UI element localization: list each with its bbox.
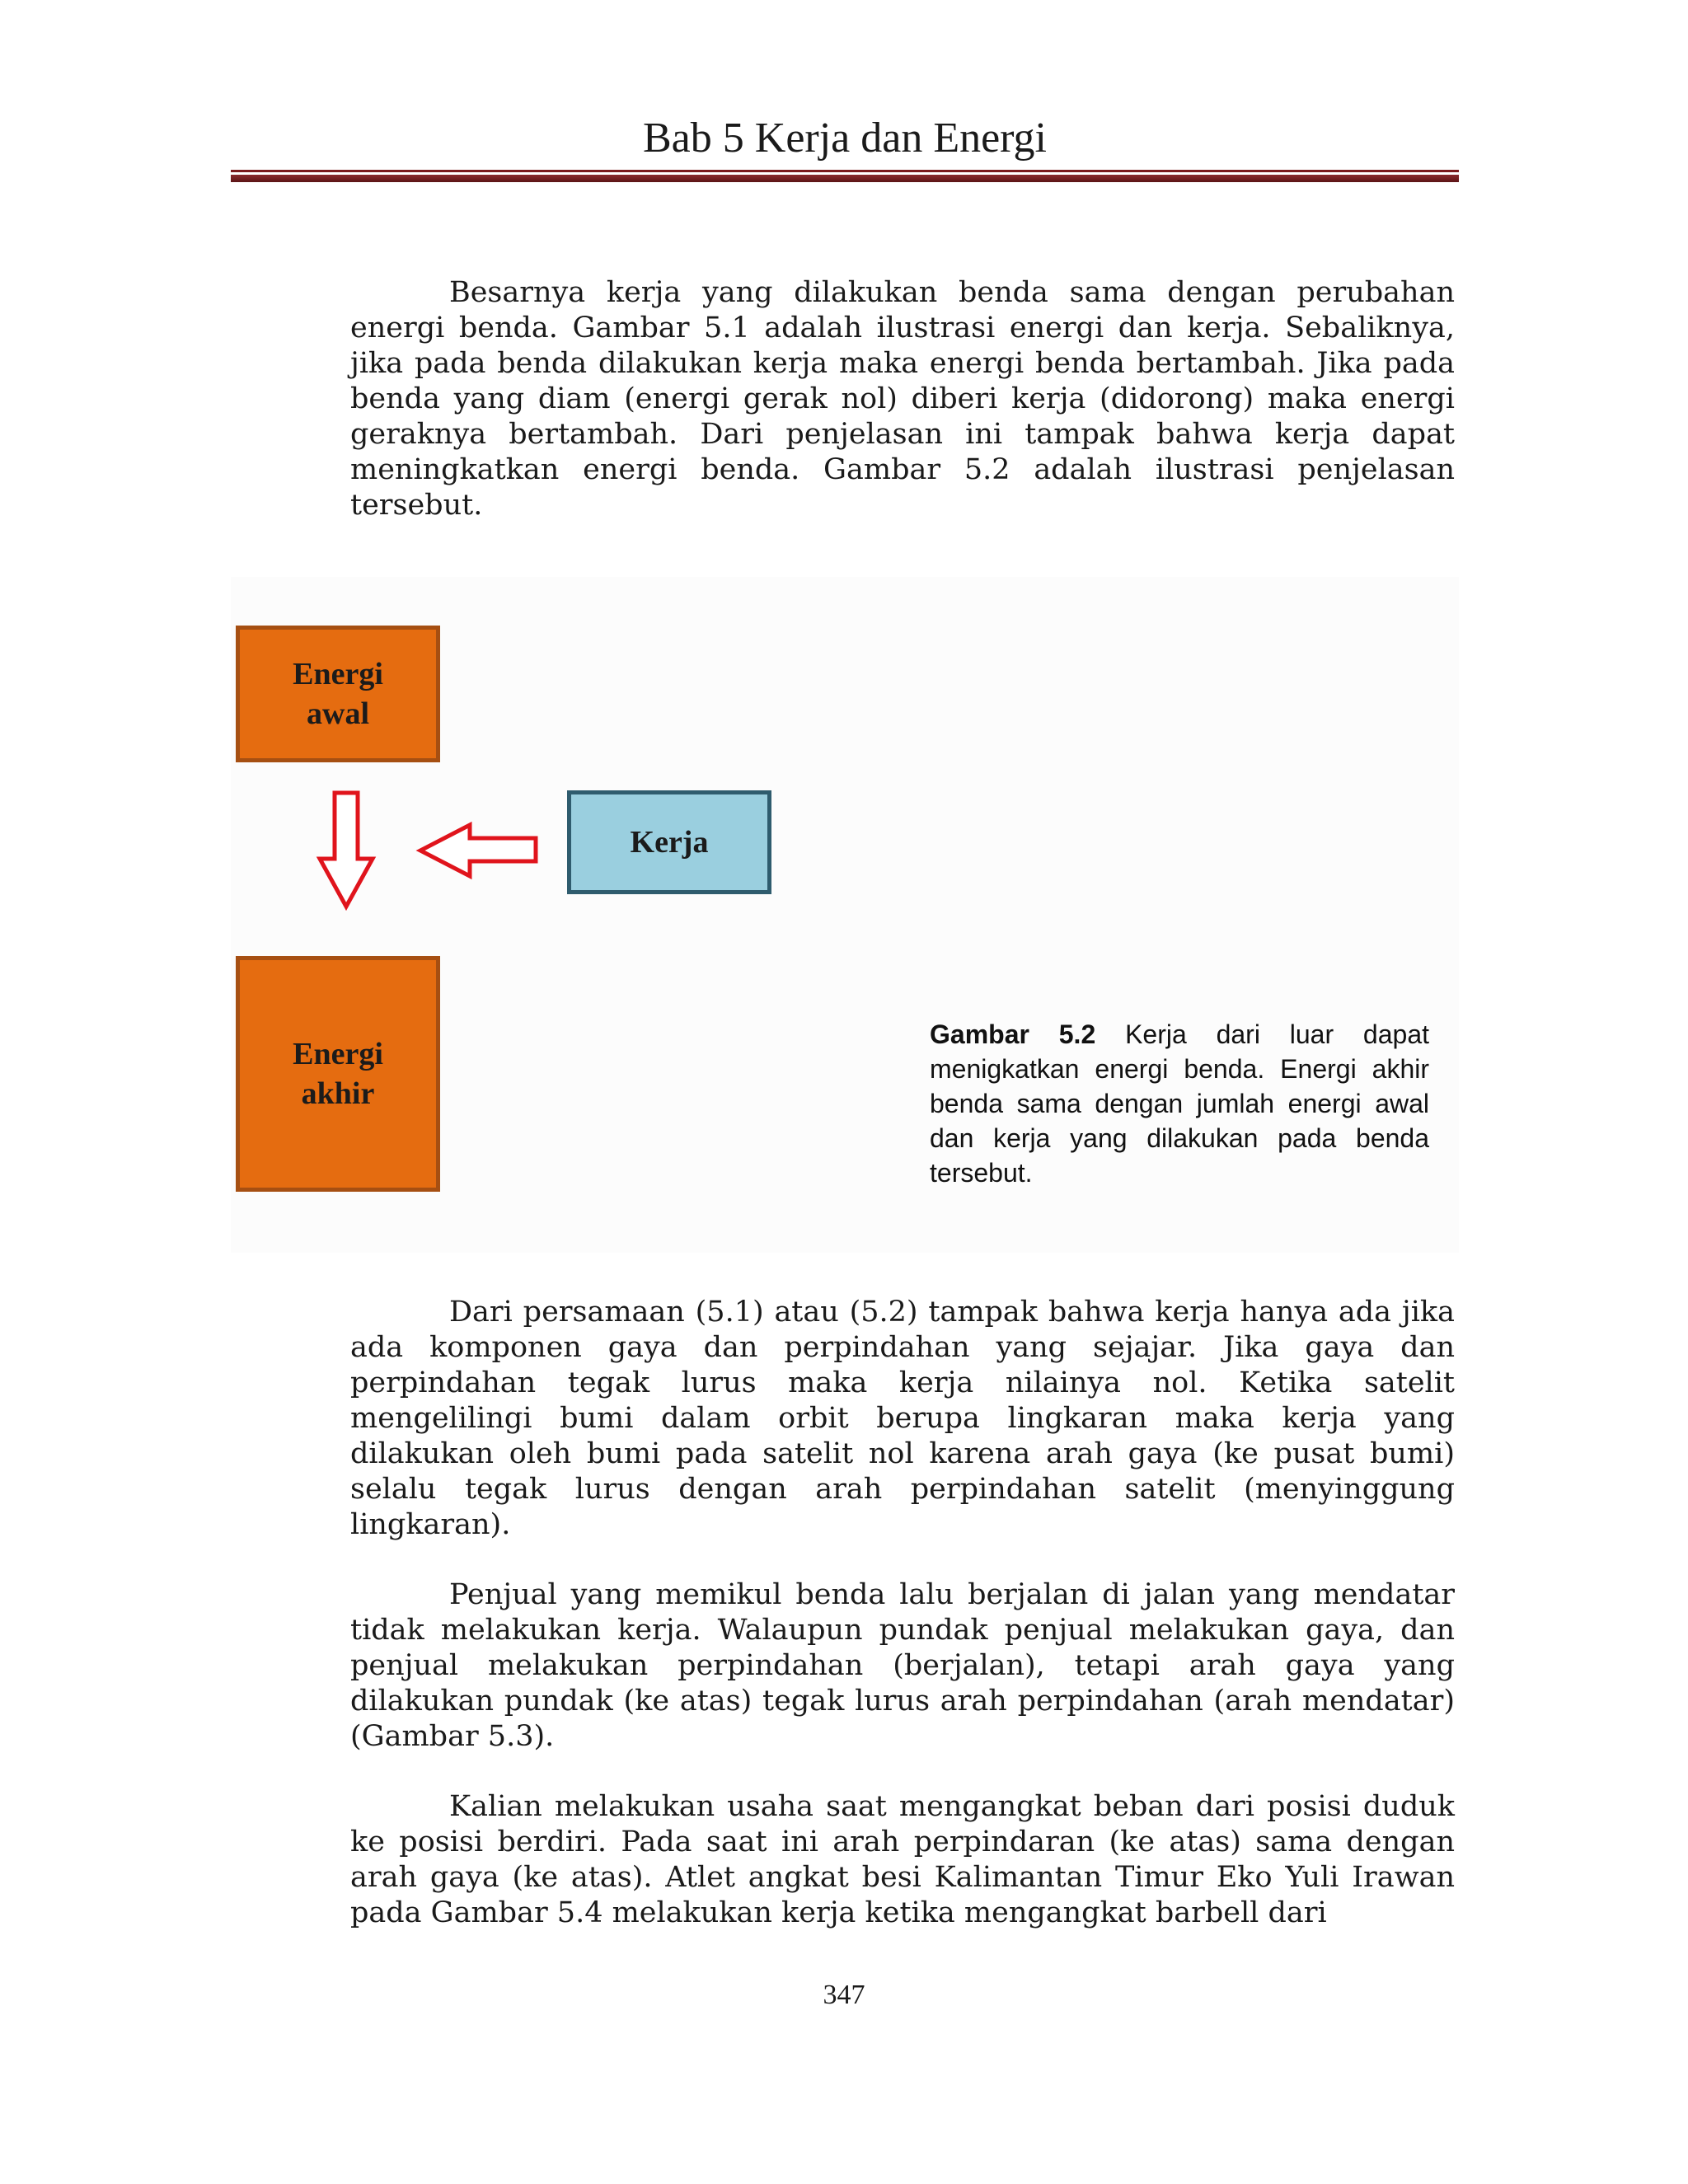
chapter-title: Bab 5 Kerja dan Energi [643,115,1047,162]
paragraph-3: Penjual yang memikul benda lalu berjalan di jalan yang mendatar tidak melakukan kerja. Walaupun pundak penjual melakukan gaya, dan penjual melakukan perpindahan (berjalan), tetapi arah gaya yang dilakukan pundak (ke atas) tegak lurus arah perpindahan (arah mendatar) (Gambar 5.3). [350,1578,1455,1753]
paragraph-4: Kalian melakukan usaha saat mengangkat beban dari posisi duduk ke posisi berdiri. Pada saat ini arah perpindaran (ke atas) sama dengan arah gaya (ke atas). Atlet angkat besi Kalimantan Timur Eko Yuli Irawan pada Gambar 5.4 melakukan kerja ketika mengangkat barbell dari [350,1790,1455,1929]
caption-label: Gambar 5.2 [930,1019,1126,1049]
paragraph-2: Dari persamaan (5.1) atau (5.2) tampak bahwa kerja hanya ada jika ada komponen gaya dan perpindahan yang sejajar. Jika gaya dan perpindahan tegak lurus maka kerja nilainya nol. Ketika satelit mengelilingi bumi dalam orbit berupa lingkaran maka kerja yang dilakukan oleh bumi pada satelit nol karena arah gaya (ke pusat bumi) selalu tegak lurus dengan arah perpindahan satelit (menyinggung lingkaran). [350,1296,1455,1541]
figure-caption [930,1017,1429,1190]
kerja-box [567,790,771,894]
left-arrow-icon [414,820,542,881]
energi-akhir-box [236,956,440,1192]
energi-awal-box [236,626,440,762]
energi-awal-line-1: Energi [293,657,383,691]
energi-akhir-line-2: akhir [301,1076,375,1111]
energi-awal-line-2: awal [307,696,369,731]
kerja-label: Kerja [630,825,709,860]
caption-text: Kerja dari luar dapat menigkatkan energi benda. Energi akhir benda sama dengan jumlah energi awal dan kerja yang dilakukan pada benda tersebut. [930,1019,1430,1188]
header-rule-thin [231,170,1459,172]
page-number: 347 [823,1980,865,2010]
paragraph-1: Besarnya kerja yang dilakukan benda sama dengan perubahan energi benda. Gambar 5.1 adalah ilustrasi energi dan kerja. Sebaliknya, jika pada benda dilakukan kerja maka energi benda bertambah. Jika pada benda yang diam (energi gerak nol) diberi kerja (didorong) maka energi geraknya bertambah. Dari penjelasan ini tampak bahwa kerja dapat meningkatkan energi benda. Gambar 5.2 adalah ilustrasi penjelasan tersebut. [350,276,1455,522]
header-rule-thick [231,175,1459,182]
down-arrow-icon [315,790,377,912]
energi-akhir-line-1: Energi [293,1037,383,1071]
